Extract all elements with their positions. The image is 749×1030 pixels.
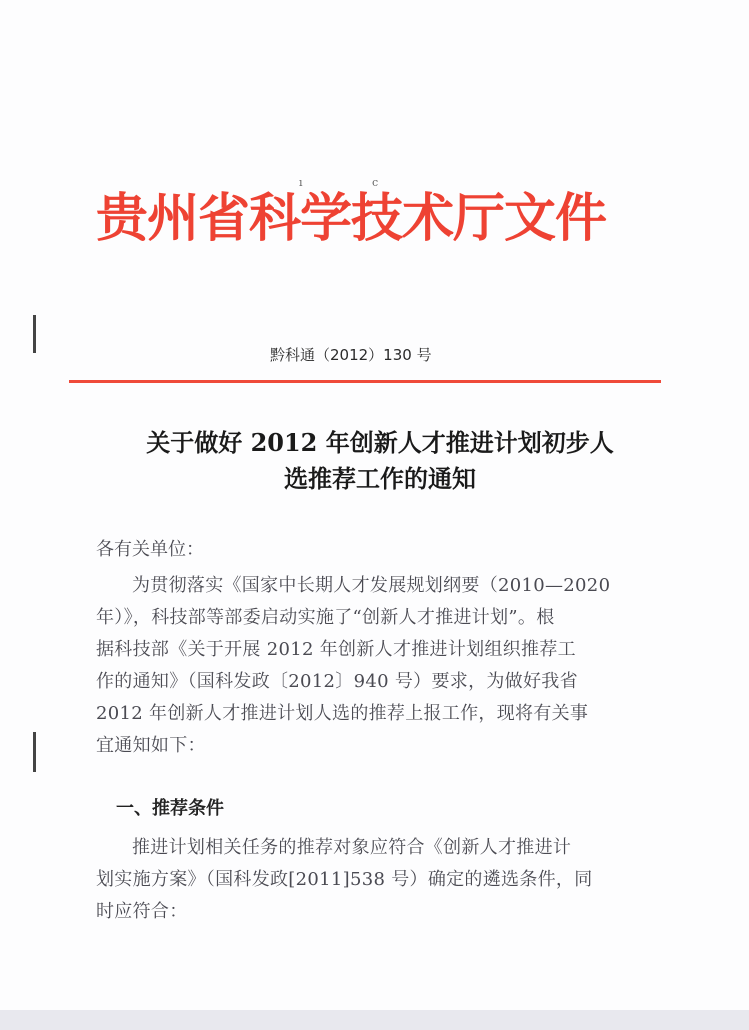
- paragraph-line: 为贯彻落实《国家中长期人才发展规划纲要（2010—2020: [132, 575, 611, 596]
- paragraph-line: 作的通知》（国科发政〔2012〕940 号）要求，为做好我省: [96, 671, 578, 692]
- scan-speck: ı: [299, 176, 303, 189]
- red-divider-rule: [69, 380, 661, 383]
- paragraph-line: 据科技部《关于开展 2012 年创新人才推进计划组织推荐工: [96, 639, 576, 660]
- salutation: 各有关单位：: [96, 539, 204, 560]
- paragraph-line: 时应符合：: [96, 901, 188, 922]
- paragraph-line: 2012 年创新人才推进计划人选的推荐上报工作，现将有关事: [96, 703, 589, 724]
- paragraph-line: 推进计划相关任务的推荐对象应符合《创新人才推进计: [132, 837, 572, 858]
- scan-speck: c: [372, 176, 379, 189]
- scan-bottom-edge: [0, 1010, 749, 1030]
- document-number: 黔科通（2012）130 号: [270, 346, 432, 364]
- paragraph-line: 年）》，科技部等部委启动实施了“创新人才推进计划”。根: [96, 607, 555, 628]
- notice-title: [90, 425, 670, 497]
- issuer-header-title: 贵州省科学技术厅文件: [96, 189, 607, 249]
- notice-title-line: 关于做好 2012 年创新人才推进计划初步人: [146, 428, 614, 457]
- intro-paragraph: [96, 570, 616, 762]
- binding-mark: [33, 315, 36, 353]
- section-heading: 一、推荐条件: [116, 798, 224, 819]
- paragraph-line: 划实施方案》（国科发政[2011]538 号）确定的遴选条件，同: [96, 869, 593, 890]
- notice-title-line: 选推荐工作的通知: [284, 464, 476, 493]
- binding-mark: [33, 732, 36, 772]
- criteria-paragraph: [96, 832, 616, 928]
- paragraph-line: 宜通知如下：: [96, 735, 206, 756]
